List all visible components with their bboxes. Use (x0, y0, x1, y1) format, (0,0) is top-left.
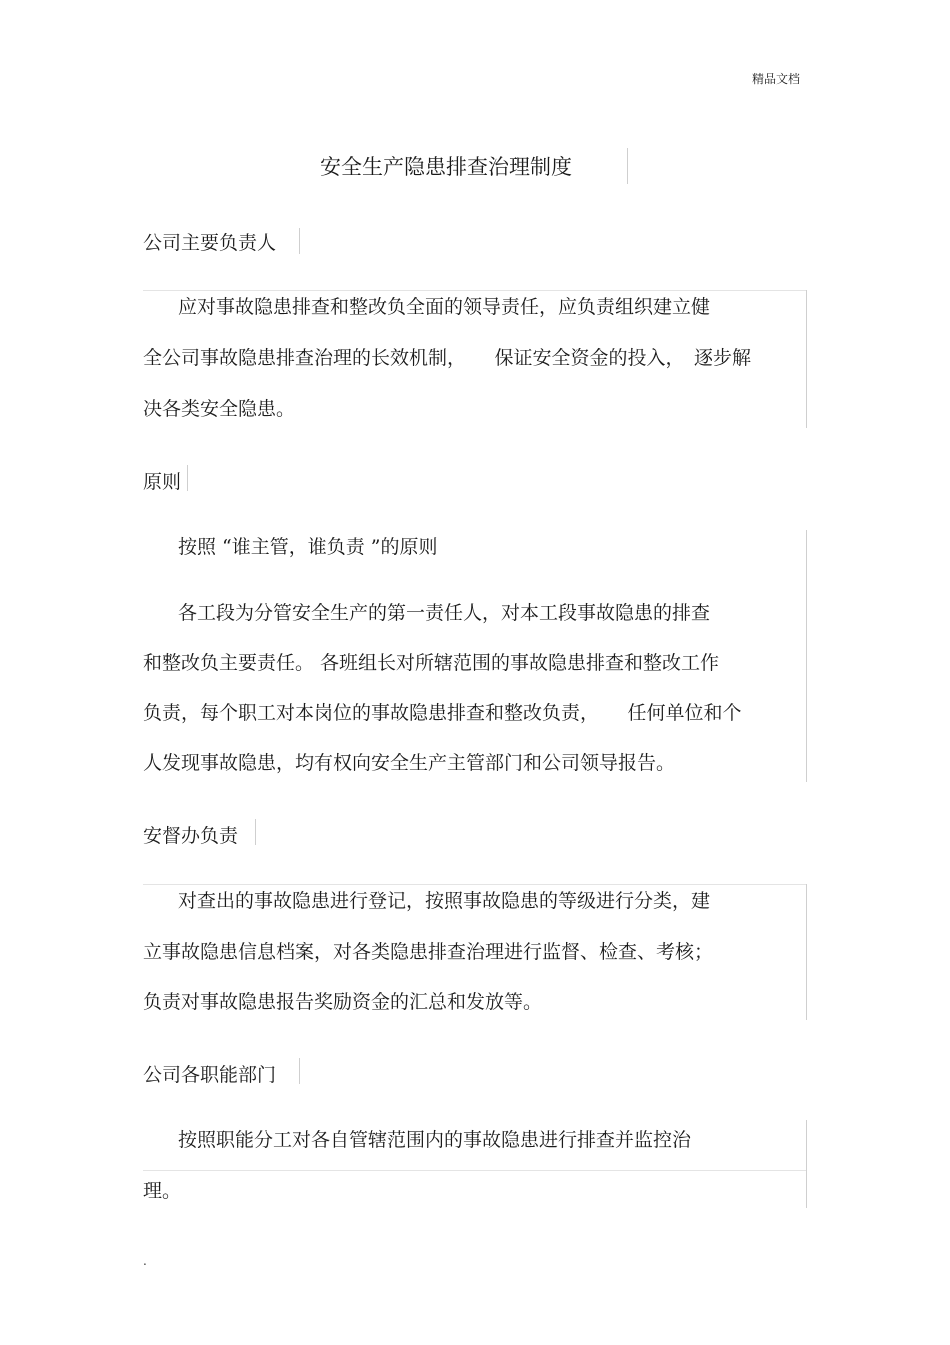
page-header-watermark: 精品文档 (752, 72, 801, 86)
section-4-line-1: 按照职能分工对各自管辖范围内的事故隐患进行排查并监控治 (178, 1129, 692, 1151)
row-rule (806, 290, 807, 428)
row-rule (143, 884, 806, 885)
section-1-line-1: 应对事故隐患排查和整改负全面的领导责任，应负责组织建立健 (178, 296, 711, 318)
section-2-line-2: 各工段为分管安全生产的第一责任人，对本工段事故隐患的排查 (178, 602, 711, 624)
section-2-line-3: 和整改负主要责任。 各班组长对所辖范围的事故隐患排查和整改工作 (143, 652, 720, 674)
row-rule (806, 884, 807, 1020)
row-rule (806, 530, 807, 782)
section-4-line-2: 理。 (143, 1180, 182, 1202)
section-2-line-4: 负责，每个职工对本岗位的事故隐患排查和整改负责， 任何单位和个 (143, 702, 742, 724)
heading-rule (187, 465, 188, 491)
row-rule (143, 1170, 806, 1171)
document-title: 安全生产隐患排查治理制度 (320, 155, 572, 179)
section-3-line-1: 对查出的事故隐患进行登记，按照事故隐患的等级进行分类，建 (178, 890, 711, 912)
heading-rule (255, 819, 256, 845)
section-3-line-2: 立事故隐患信息档案，对各类隐患排查治理进行监督、检查、考核； (143, 941, 714, 963)
row-rule (806, 1120, 807, 1208)
section-heading-departments: 公司各职能部门 (143, 1064, 277, 1086)
heading-rule (299, 1058, 300, 1084)
section-heading-main-responsible: 公司主要负责人 (143, 232, 277, 254)
section-1-line-2: 全公司事故隐患排查治理的长效机制， 保证安全资金的投入， 逐步解 (143, 347, 752, 369)
section-1-line-3: 决各类安全隐患。 (143, 398, 296, 420)
title-rule (627, 148, 628, 184)
section-2-line-1: 按照 “谁主管，谁负责 ”的原则 (178, 536, 438, 558)
section-heading-safety-office: 安督办负责 (143, 825, 239, 847)
section-heading-principle: 原则 (143, 471, 182, 493)
row-rule (143, 290, 806, 291)
heading-rule (299, 228, 300, 254)
section-2-line-5: 人发现事故隐患，均有权向安全生产主管部门和公司领导报告。 (143, 752, 676, 774)
section-3-line-3: 负责对事故隐患报告奖励资金的汇总和发放等。 (143, 991, 543, 1013)
footer-mark: . (143, 1254, 147, 1268)
